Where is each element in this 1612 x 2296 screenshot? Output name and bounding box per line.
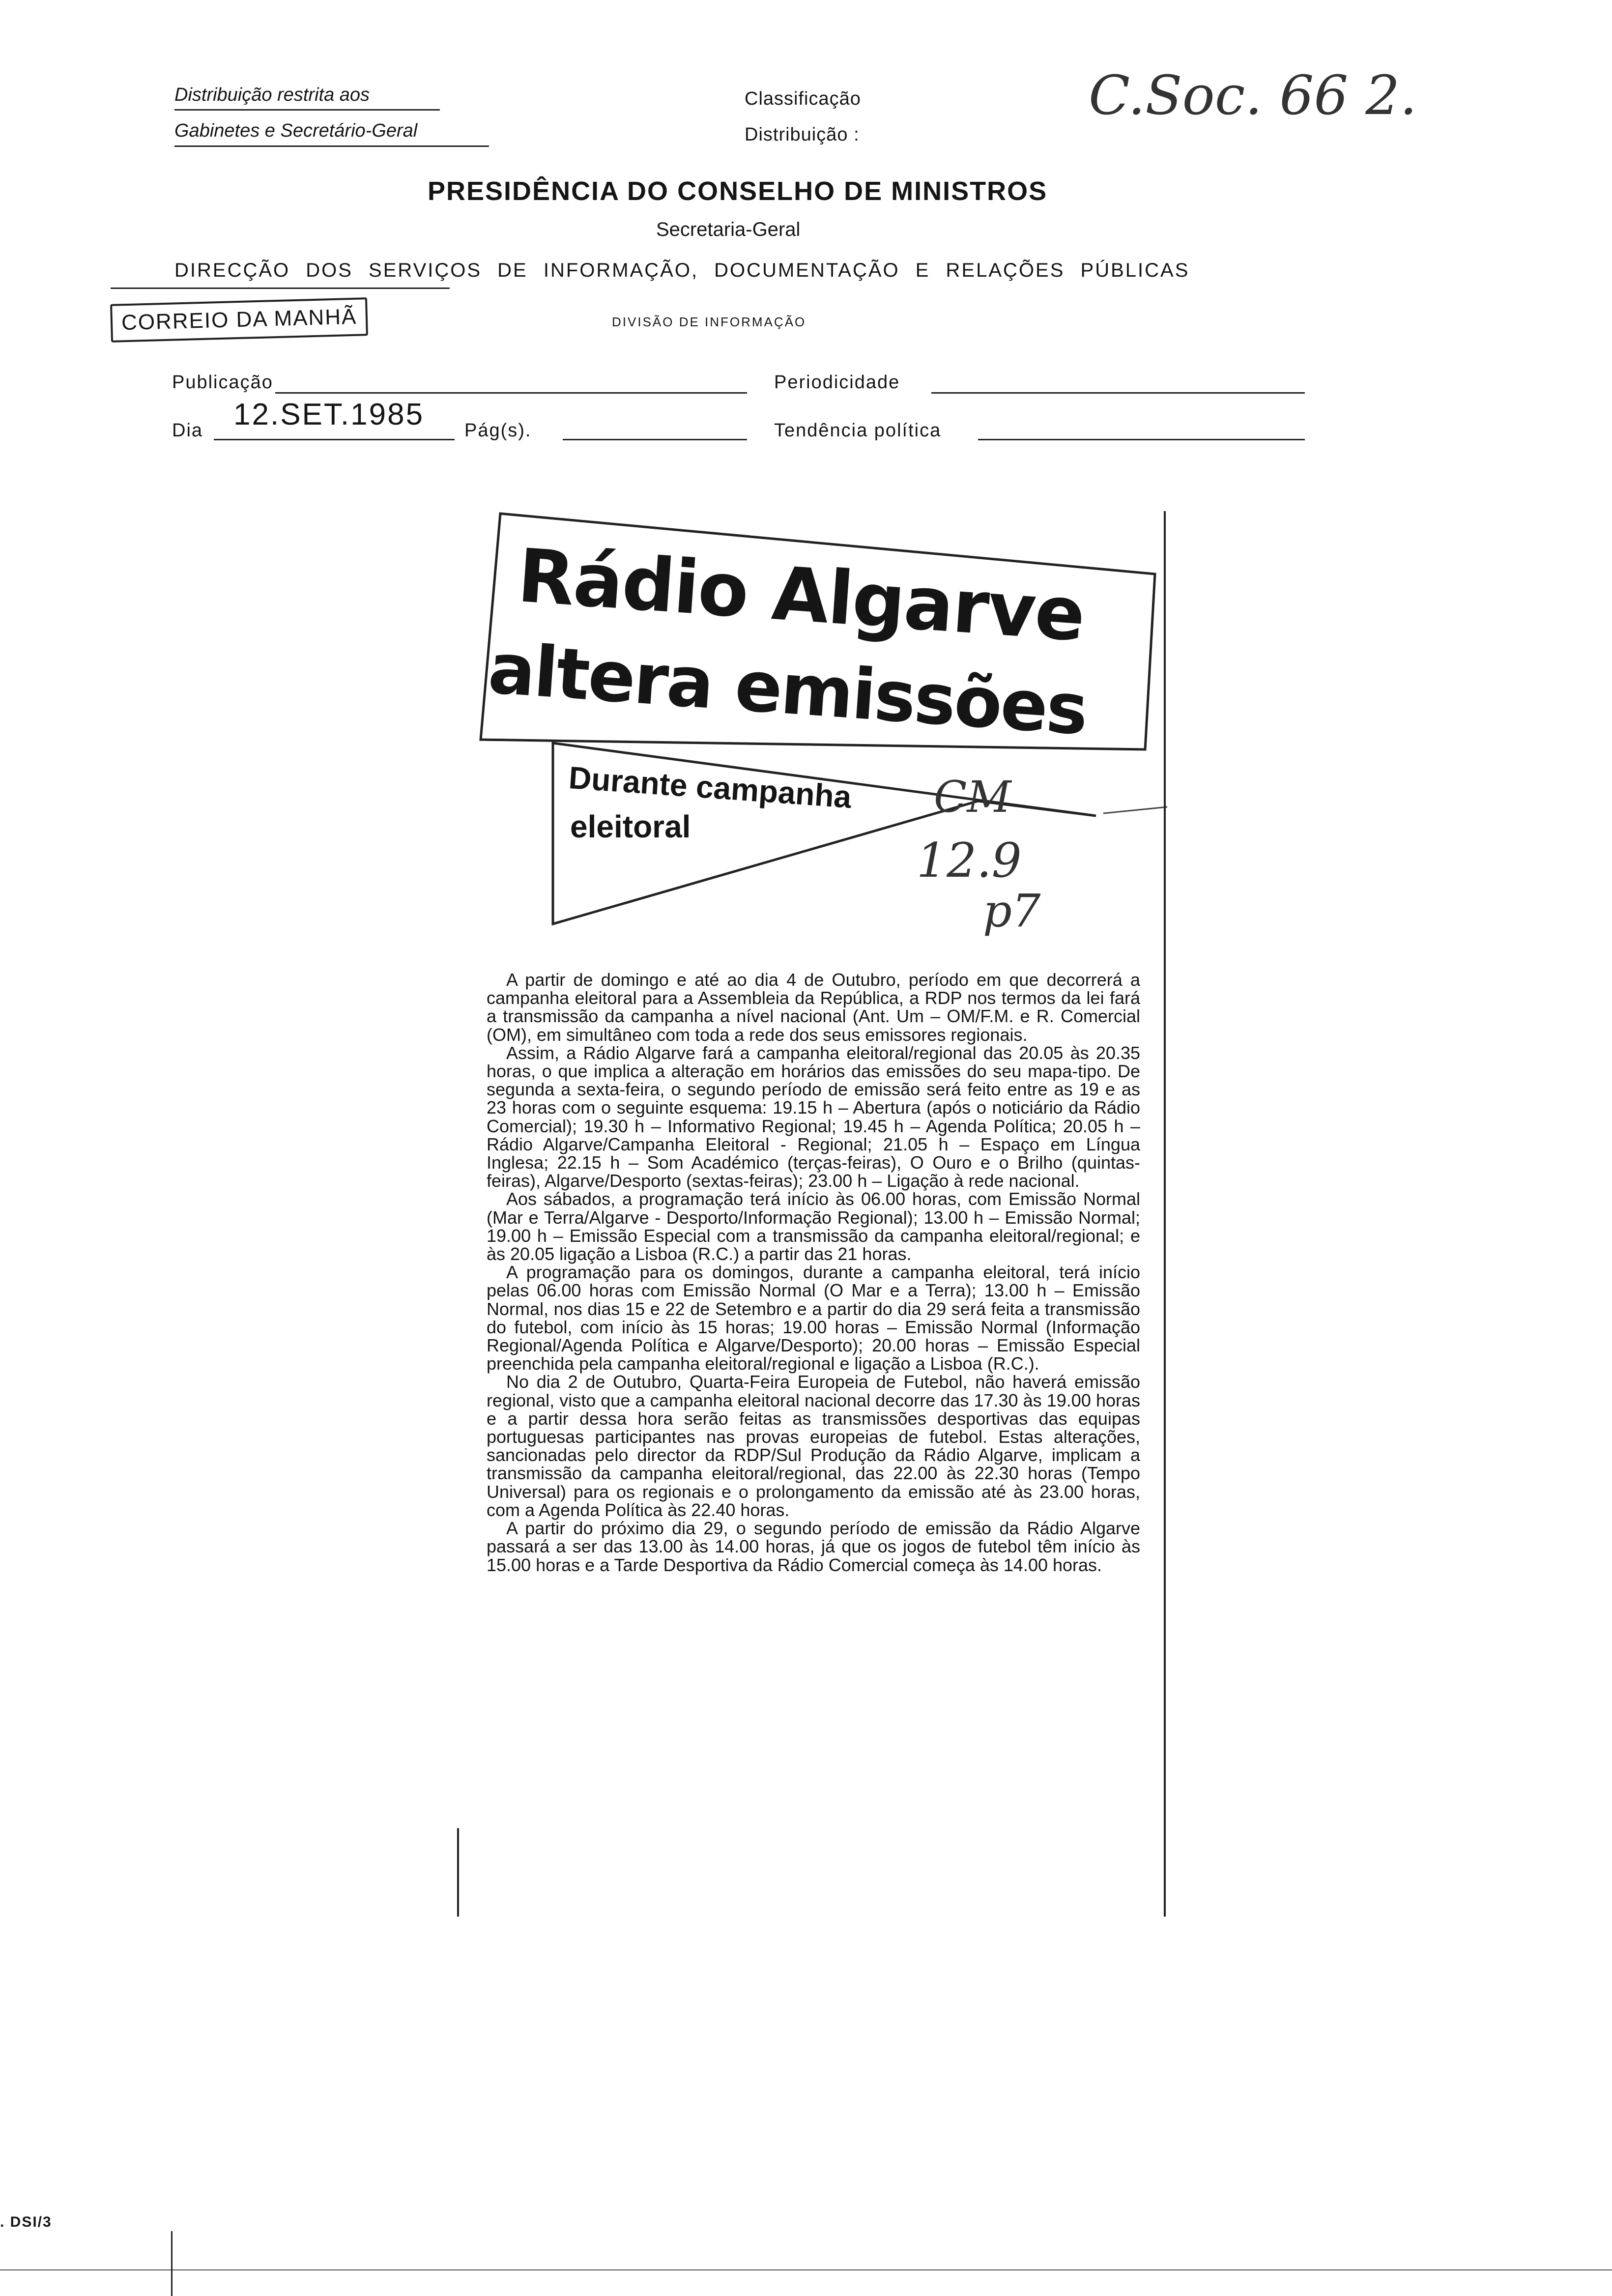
form-code: . DSI/3 (0, 2214, 52, 2230)
day-value-stamp: 12.SET.1985 (233, 398, 425, 431)
restricted-line-2: Gabinetes e Secretário-Geral (174, 120, 418, 141)
bottom-edge-rule (0, 2269, 1612, 2270)
article-paragraph: Assim, a Rádio Algarve fará a campanha eleitoral/regional das 20.05 às 20.35 horas, o que implica a alteração em horários das emissões do seu mapa-tipo. De segunda a sexta-feira, o segundo período de emissão será feito entre as 19 e as 23 horas com o seguinte esquema: 19.15 h – Abertura (após o noticiário da Rádio Comercial); 19.30 h – Informativo Regional; 19.45 h – Agenda Política; 20.05 h – Rádio Algarve/Campanha Eleitoral - Regional; 21.05 h – Espaço em Língua Inglesa; 22.15 h – Som Académico (terças-feiras), O Ouro e o Brilho (quintas-feiras), Algarve/Desporto (sextas-feiras); 23.00 h – Ligação à rede nacional. (487, 1042, 1140, 1191)
handwritten-note-date: 12.9 (917, 833, 1022, 888)
handwritten-reference: C.Soc. 66 2. (1089, 64, 1417, 127)
directorate-title: DIRECÇÃO DOS SERVIÇOS DE INFORMAÇÃO, DOCUMENTAÇÃO E RELAÇÕES PÚBLICAS (174, 259, 1190, 281)
publication-field-line (275, 392, 747, 394)
day-field-line (214, 439, 455, 440)
day-label: Dia (172, 420, 203, 441)
distribution-label: Distribuição : (745, 124, 860, 145)
tendency-label: Tendência política (774, 420, 942, 441)
article-body (487, 971, 1140, 1574)
tendency-field-line (978, 439, 1305, 440)
article-paragraph: A partir do próximo dia 29, o segundo período de emissão da Rádio Algarve passará a ser das 13.00 às 14.00 horas, já que os jogos de futebol têm início às 15.00 horas e a Tarde Desportiva da Rádio Comercial começa às 14.00 horas. (487, 1518, 1140, 1575)
stamp-top-rule (111, 287, 450, 289)
restricted-underline-1 (174, 109, 440, 111)
article-paragraph: A partir de domingo e até ao dia 4 de Outubro, período em que decorrerá a campanha eleitoral para a Assembleia da República, a RDP nos termos da lei fará a transmissão da campanha a nível nacional (Ant. Um – OM/F.M. e R. Comercial (OM), em simultâneo com toda a rede dos seus emissores regionais. (487, 970, 1140, 1045)
secretariat-title: Secretaria-Geral (656, 219, 801, 240)
restricted-underline-2 (174, 145, 489, 147)
article-paragraph: Aos sábados, a programação terá início às 06.00 horas, com Emissão Normal (Mar e Terra/Algarve - Desporto/Informação Regional); 13.00 h – Emissão Normal; 19.00 h – Emissão Especial com a transmissão da campanha eleitoral/regional; e às 20.05 ligação a Lisboa (R.C.) a partir das 21 horas. (487, 1189, 1140, 1264)
periodicity-field-line (931, 392, 1305, 394)
handwritten-note-page: p7 (983, 885, 1041, 937)
subhead-line-2: eleitoral (570, 809, 691, 844)
newspaper-stamp: CORREIO DA MANHÃ (110, 297, 368, 343)
headline-line-2: altera emissões (486, 628, 1090, 751)
institution-title: PRESIDÊNCIA DO CONSELHO DE MINISTROS (428, 176, 1048, 206)
clipping-left-border (457, 1828, 459, 1917)
article-paragraph: A programação para os domingos, durante a campanha eleitoral, terá início pelas 06.00 horas com Emissão Normal (O Mar e a Terra); 13.00 h – Emissão Normal, nos dias 15 e 22 de Setembro e a partir do dia 29 será feita a transmissão do futebol, com início às 15 horas; 19.00 horas – Emissão Normal (Informação Regional/Agenda Política e Algarve/Desporto); 20.00 horas – Emissão Especial preenchida pela campanha eleitoral/regional e ligação a Lisboa (R.C.). (487, 1262, 1140, 1374)
handwritten-note-source: CM (934, 772, 1011, 822)
periodicity-label: Periodicidade (774, 372, 900, 393)
restricted-line-1: Distribuição restrita aos (174, 85, 370, 105)
headline-line-1: Rádio Algarve (515, 533, 1087, 659)
bottom-left-mark (171, 2231, 173, 2296)
pages-label: Pág(s). (464, 420, 532, 441)
publication-label: Publicação (172, 372, 273, 393)
article-paragraph: No dia 2 de Outubro, Quarta-Feira Europeia de Futebol, não haverá emissão regional, visto que a campanha eleitoral nacional decorre das 17.30 às 19.00 horas e a partir dessa hora serão feitas as transmissões desportivas das equipas portuguesas participantes nas provas europeias de futebol. Estas alterações, sancionadas pelo director da RDP/Sul Produção da Rádio Algarve, implicam a transmissão da campanha eleitoral/regional, das 22.00 às 22.30 horas (Tempo Universal) para os regionais e o prolongamento da emissão até às 23.00 horas, com a Agenda Política às 22.40 horas. (487, 1372, 1140, 1520)
pages-field-line (563, 439, 747, 440)
clipping-right-border (1164, 511, 1166, 1917)
classification-label: Classificação (745, 88, 861, 109)
division-title: DIVISÃO DE INFORMAÇÃO (612, 315, 806, 329)
subhead-line-1: Durante campanha (567, 759, 853, 815)
